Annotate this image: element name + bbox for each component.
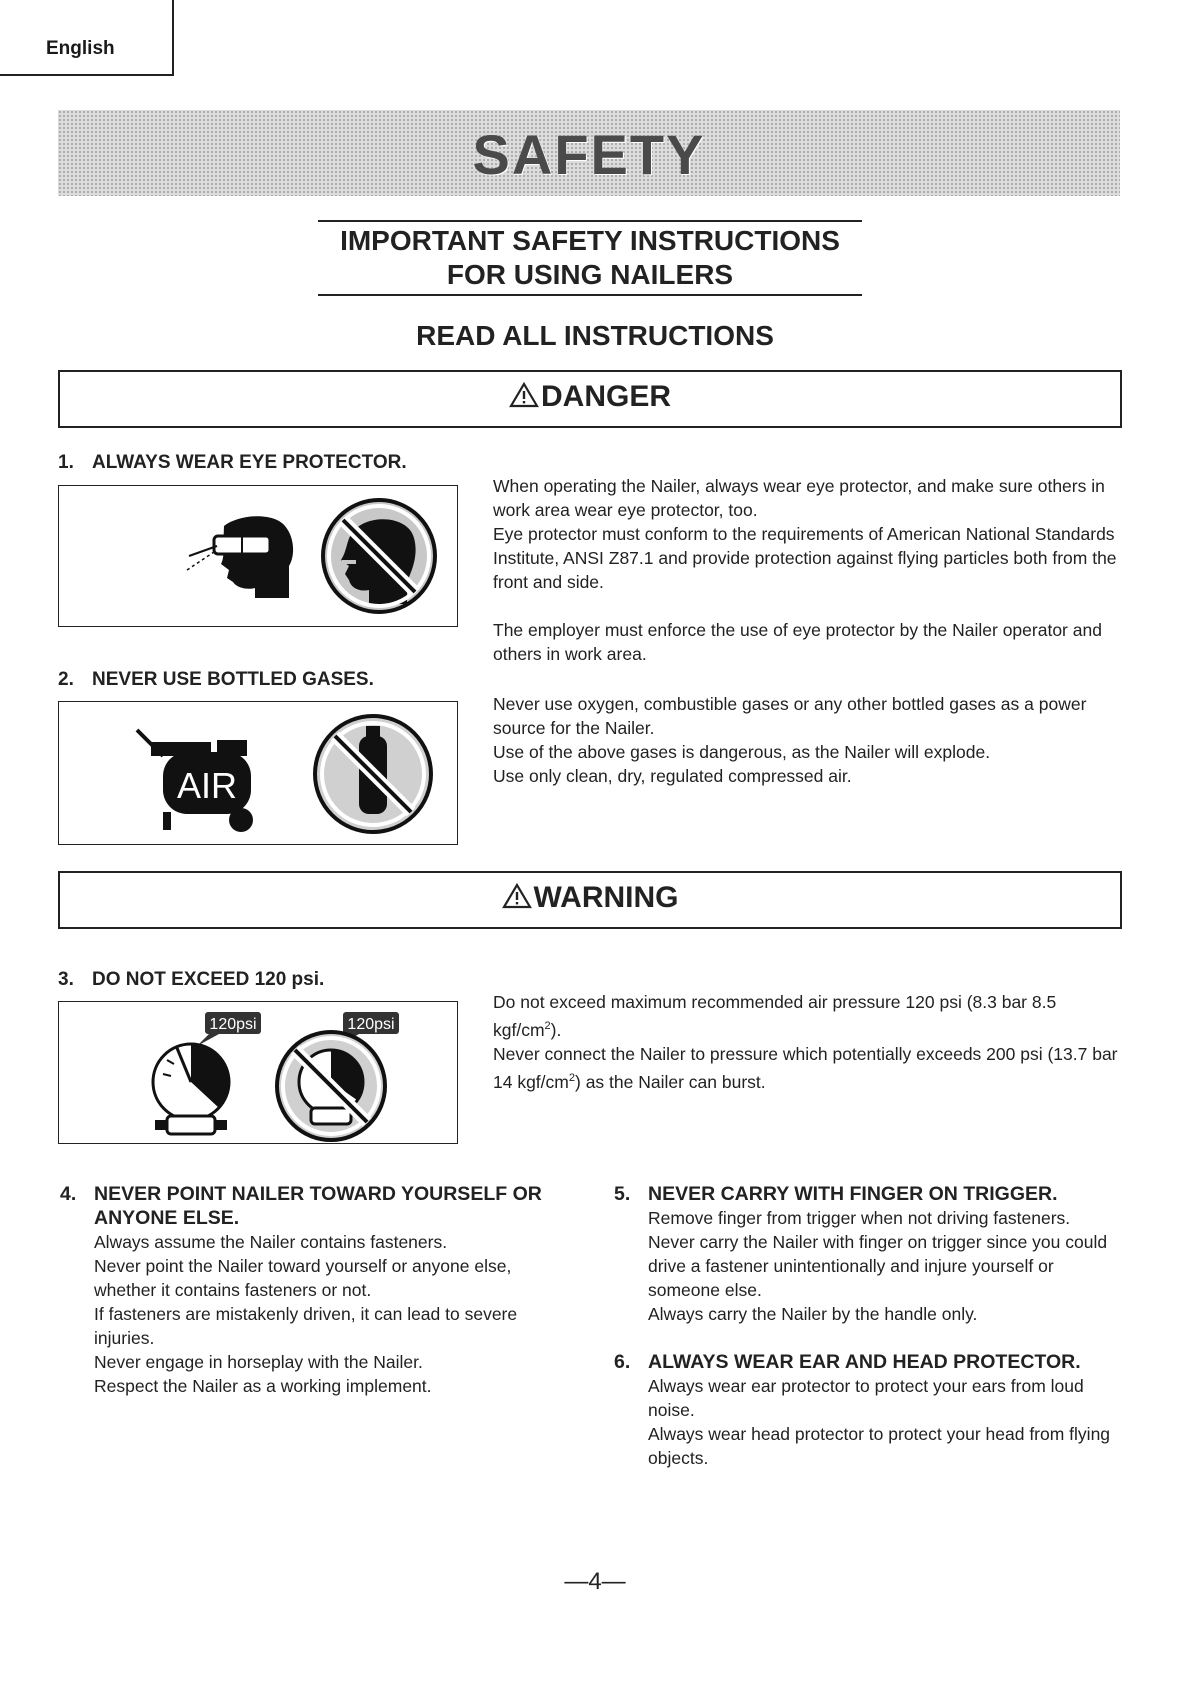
superscript: 2 xyxy=(568,1071,575,1084)
paragraph: Always wear ear protector to protect your ears from loud noise. xyxy=(648,1376,1084,1420)
pressure-gauge-illustration xyxy=(58,1001,458,1144)
text-run: ) as the Nailer can burst. xyxy=(575,1071,766,1092)
main-heading xyxy=(318,220,862,296)
item-4-text xyxy=(94,1230,564,1398)
item-5-text xyxy=(648,1206,1118,1326)
item-4-title-line1: NEVER POINT NAILER TOWARD YOURSELF OR xyxy=(94,1183,542,1205)
bottled-gas-illustration xyxy=(58,701,458,845)
gauge-label: 120psi xyxy=(347,1016,395,1033)
item-6-heading xyxy=(614,1350,1118,1374)
item-5-title: NEVER CARRY WITH FINGER ON TRIGGER. xyxy=(648,1183,1058,1205)
paragraph: Always carry the Nailer by the handle only. xyxy=(648,1304,978,1324)
paragraph: The employer must enforce the use of eye protector by the Nailer operator and others in work area. xyxy=(493,620,1102,664)
language-tab xyxy=(0,0,174,76)
item-1-text xyxy=(493,474,1123,666)
pressure-gauge-icon xyxy=(153,1012,261,1134)
gauge-label: 120psi xyxy=(209,1016,257,1033)
item-1-title: ALWAYS WEAR EYE PROTECTOR. xyxy=(92,452,407,473)
warning-label: WARNING xyxy=(533,881,679,914)
item-2-text xyxy=(493,692,1123,788)
paragraph: Always assume the Nailer contains fasteners. xyxy=(94,1232,448,1252)
danger-signal xyxy=(60,380,1120,414)
page-number: —4— xyxy=(564,1568,626,1595)
item-2-title: NEVER USE BOTTLED GASES. xyxy=(92,669,374,690)
item-number: 3. xyxy=(58,969,74,990)
text-run: Do not exceed maximum recommended air pressure 120 psi (8.3 bar 8.5 kgf/cm xyxy=(493,992,1057,1040)
item-number: 6. xyxy=(614,1351,631,1373)
item-3-text xyxy=(493,990,1123,1094)
item-3-title: DO NOT EXCEED 120 psi. xyxy=(92,969,325,990)
item-1-heading xyxy=(58,452,407,474)
no-gas-cylinder-icon xyxy=(315,716,431,832)
paragraph: If fasteners are mistakenly driven, it can lead to severe injuries. xyxy=(94,1304,518,1348)
paragraph: Use of the above gases is dangerous, as the Nailer will explode. xyxy=(493,742,991,762)
no-unprotected-head-icon xyxy=(323,500,435,612)
paragraph: Never use oxygen, combustible gases or any other bottled gases as a power source for the Nailer. xyxy=(493,694,1087,738)
warning-triangle-icon xyxy=(502,883,532,909)
paragraph: Remove finger from trigger when not driving fasteners. xyxy=(648,1208,1071,1228)
item-2-heading xyxy=(58,669,374,691)
item-6-text xyxy=(648,1374,1118,1470)
goggles-head-icon xyxy=(187,516,293,598)
section-banner xyxy=(58,110,1120,196)
item-number: 2. xyxy=(58,669,74,690)
item-number: 1. xyxy=(58,452,74,473)
item-6-title: ALWAYS WEAR EAR AND HEAD PROTECTOR. xyxy=(648,1351,1081,1373)
superscript: 2 xyxy=(544,1020,551,1032)
warning-box xyxy=(58,871,1122,929)
paragraph: Never carry the Nailer with finger on trigger since you could drive a fastener unintentionally and injure yourself or someone else. xyxy=(648,1232,1108,1300)
danger-label: DANGER xyxy=(540,380,671,413)
air-label: AIR xyxy=(176,765,238,806)
read-all-heading: READ ALL INSTRUCTIONS xyxy=(416,320,774,351)
warning-signal xyxy=(60,881,1120,915)
warning-triangle-icon xyxy=(509,382,539,408)
main-heading-line1: IMPORTANT SAFETY INSTRUCTIONS xyxy=(318,220,862,258)
item-4-title-line2: ANYONE ELSE. xyxy=(94,1207,240,1229)
item-6 xyxy=(614,1350,1118,1470)
paragraph xyxy=(493,1042,1123,1094)
item-4 xyxy=(60,1182,564,1398)
paragraph: Use only clean, dry, regulated compressed air. xyxy=(493,766,852,786)
banner-title: SAFETY xyxy=(472,123,706,186)
language-label: English xyxy=(46,38,115,59)
item-5 xyxy=(614,1182,1118,1326)
no-overpressure-icon xyxy=(277,1012,399,1140)
text-run: Never connect the Nailer to pressure which potentially exceeds 200 psi (13.7 bar 14 kgf/cm xyxy=(493,1043,1118,1092)
danger-box xyxy=(58,370,1122,428)
item-3-heading xyxy=(58,969,324,991)
paragraph: Never point the Nailer toward yourself or anyone else, whether it contains fasteners or not. xyxy=(94,1256,512,1300)
paragraph: When operating the Nailer, always wear eye protector, and make sure others in work area wear eye protector, too. xyxy=(493,476,1105,520)
item-5-heading xyxy=(614,1182,1118,1206)
paragraph: Respect the Nailer as a working implement. xyxy=(94,1376,432,1396)
paragraph: Never engage in horseplay with the Nailer. xyxy=(94,1352,423,1372)
text-run: ). xyxy=(550,1019,562,1040)
paragraph: Always wear head protector to protect your head from flying objects. xyxy=(648,1424,1111,1468)
paragraph: Eye protector must conform to the requirements of American National Standards Institute, ANSI Z87.1 and provide protection against flying particles both from the front and side. xyxy=(493,524,1117,592)
main-heading-line2: FOR USING NAILERS xyxy=(318,258,862,296)
item-number: 4. xyxy=(60,1183,77,1205)
eye-protector-illustration xyxy=(58,485,458,627)
item-4-heading xyxy=(60,1182,564,1230)
paragraph xyxy=(493,990,1123,1042)
item-number: 5. xyxy=(614,1183,631,1205)
air-compressor-icon xyxy=(137,730,253,832)
